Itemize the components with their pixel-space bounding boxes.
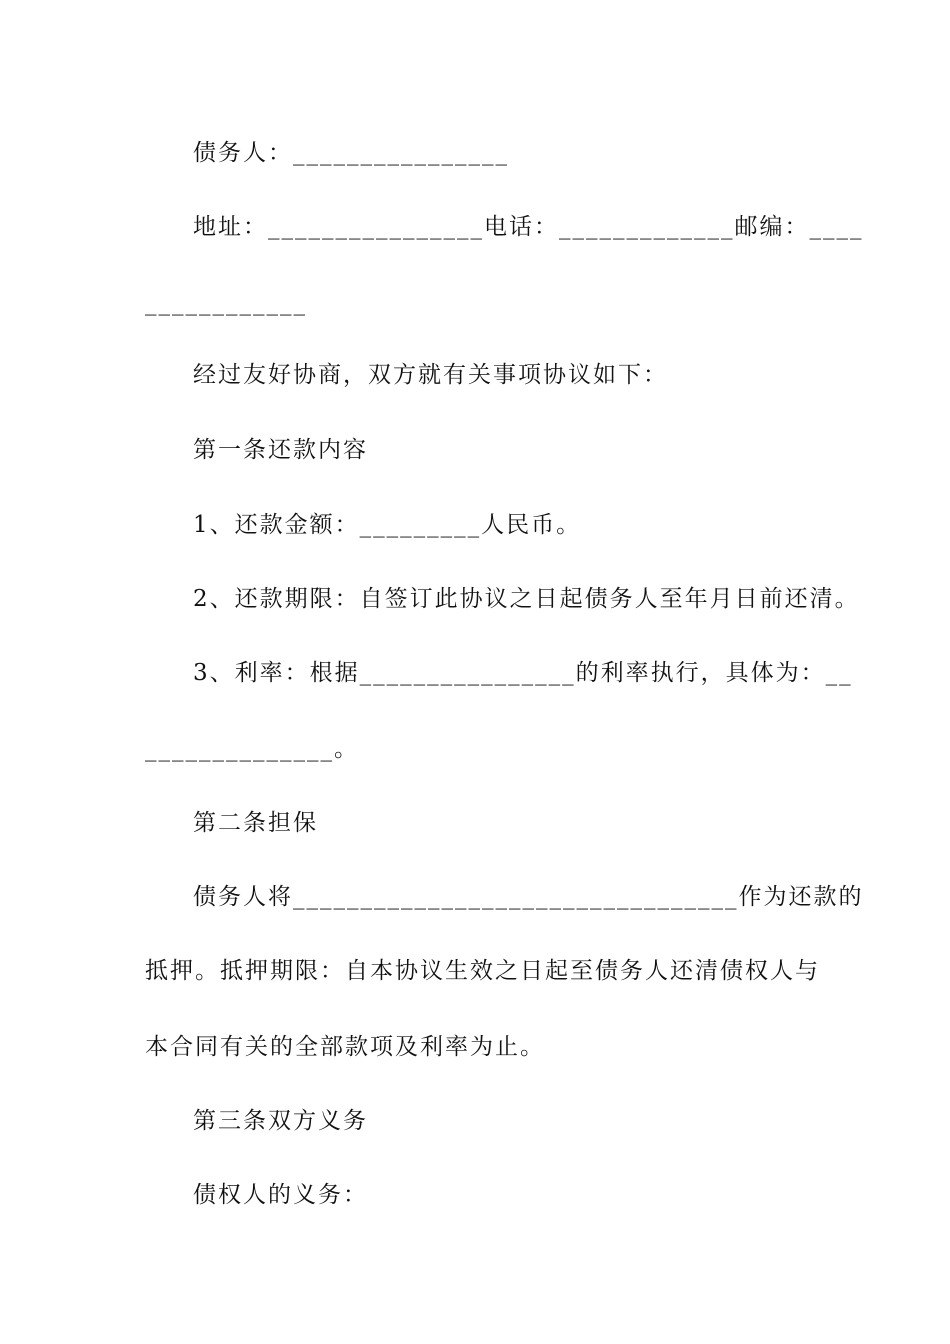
article-one-heading: 第一条还款内容 [193,437,368,463]
repayment-period-line: 2、还款期限：自签订此协议之日起债务人至年月日前还清。 [193,586,860,612]
collateral-line: 债务人将_________________________________作为还款的 [193,884,864,910]
article-three-heading: 第三条双方义务 [193,1108,368,1134]
creditor-duties-line: 债权人的义务： [193,1182,368,1208]
address-phone-zip-line: 地址：________________电话：_____________邮编：____ [193,214,864,240]
collateral-continuation-1: 抵押。抵押期限：自本协议生效之日起至债务人还清债权人与 [145,958,820,984]
repayment-amount-line: 1、还款金额：_________人民币。 [193,512,582,538]
article-two-heading: 第二条担保 [193,810,318,836]
interest-rate-line: 3、利率：根据________________的利率执行，具体为：__ [193,660,853,686]
zip-continuation-line: ____________ [145,290,307,316]
debtor-line: 债务人：________________ [193,140,509,166]
collateral-continuation-2: 本合同有关的全部款项及利率为止。 [145,1034,545,1060]
negotiation-paragraph: 经过友好协商，双方就有关事项协议如下： [193,362,668,388]
interest-rate-continuation: ______________。 [145,736,359,762]
